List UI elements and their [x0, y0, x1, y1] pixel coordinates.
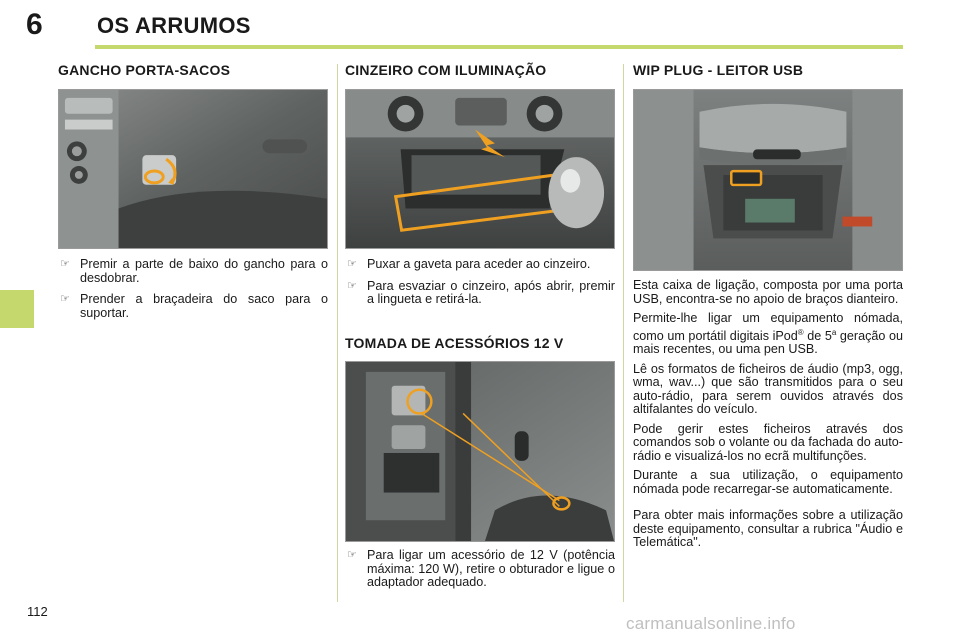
section-title-cinzeiro: CINZEIRO COM ILUMINAÇÃO — [345, 62, 547, 78]
pointing-hand-icon: ☞ — [347, 258, 357, 270]
section-title-tomada: TOMADA DE ACESSÓRIOS 12 V — [345, 335, 564, 351]
accessory-socket-photo — [345, 361, 615, 542]
paragraph: Esta caixa de ligação, composta por uma porta USB, encontra-se no apoio de braços dianteiro. — [633, 278, 903, 306]
cinzeiro-instructions — [345, 258, 615, 315]
chapter-number: 6 — [26, 8, 43, 41]
paragraph — [633, 312, 903, 357]
paragraph: Lê os formatos de ficheiros de áudio (mp3, ogg, wma, wav...) que são transmitidos para o seu auto-rádio, para serem ouvidos através dos altifalantes do veículo. — [633, 361, 903, 417]
header-rule — [95, 45, 903, 49]
list-item — [58, 293, 328, 320]
bullet-text: Puxar a gaveta para aceder ao cinzeiro. — [367, 257, 591, 271]
list-item — [345, 280, 615, 307]
usb-player-photo — [633, 89, 903, 271]
registered-mark: ® — [797, 327, 804, 337]
wip-description — [633, 279, 903, 556]
list-item — [58, 258, 328, 285]
text-run: geração ou mais recentes, ou uma pen USB. — [633, 328, 903, 357]
ordinal-superscript: a — [831, 327, 837, 337]
section-title-gancho: GANCHO PORTA-SACOS — [58, 62, 231, 78]
paragraph: Pode gerir estes ficheiros através dos comandos sob o volante ou da fachada do auto-rádio e visualizá-los no ecrã multifunções. — [633, 421, 903, 463]
bullet-text: Para esvaziar o cinzeiro, após abrir, premir a lingueta e retirá-la. — [367, 278, 615, 306]
paragraph: Para obter mais informações sobre a utilização deste equipamento, consultar a rubrica "Áudio e Telemática". — [633, 508, 903, 550]
tomada-instructions — [345, 549, 615, 598]
chapter-side-tab — [0, 290, 34, 328]
column-divider — [623, 64, 624, 602]
section-title-wip: WIP PLUG - LEITOR USB — [633, 62, 804, 78]
gancho-instructions — [58, 258, 328, 328]
text-run: de 5 — [803, 328, 832, 343]
paragraph: Durante a sua utilização, o equipamento nómada pode recarregar-se automaticamente. — [633, 468, 903, 496]
watermark: carmanualsonline.info — [626, 614, 796, 633]
pointing-hand-icon: ☞ — [347, 279, 357, 292]
bullet-text: Para ligar um acessório de 12 V (potência máxima: 120 W), retire o obturador e ligue o adaptador adequado. — [367, 548, 615, 589]
pointing-hand-icon: ☞ — [347, 549, 357, 561]
bullet-text: Prender a braçadeira do saco para o suportar. — [80, 292, 328, 320]
pointing-hand-icon: ☞ — [60, 258, 70, 270]
list-item — [345, 549, 615, 590]
chapter-title: OS ARRUMOS — [97, 13, 251, 38]
column-divider — [337, 64, 338, 602]
pointing-hand-icon: ☞ — [60, 293, 70, 305]
list-item — [345, 258, 615, 272]
text-run: Permite-lhe ligar um equipamento nómada, como um portátil digitais iPod — [633, 311, 903, 343]
page-number: 112 — [27, 604, 48, 619]
ashtray-photo — [345, 89, 615, 249]
bag-hook-photo — [58, 89, 328, 249]
bullet-text: Premir a parte de baixo do gancho para o desdobrar. — [80, 257, 328, 285]
